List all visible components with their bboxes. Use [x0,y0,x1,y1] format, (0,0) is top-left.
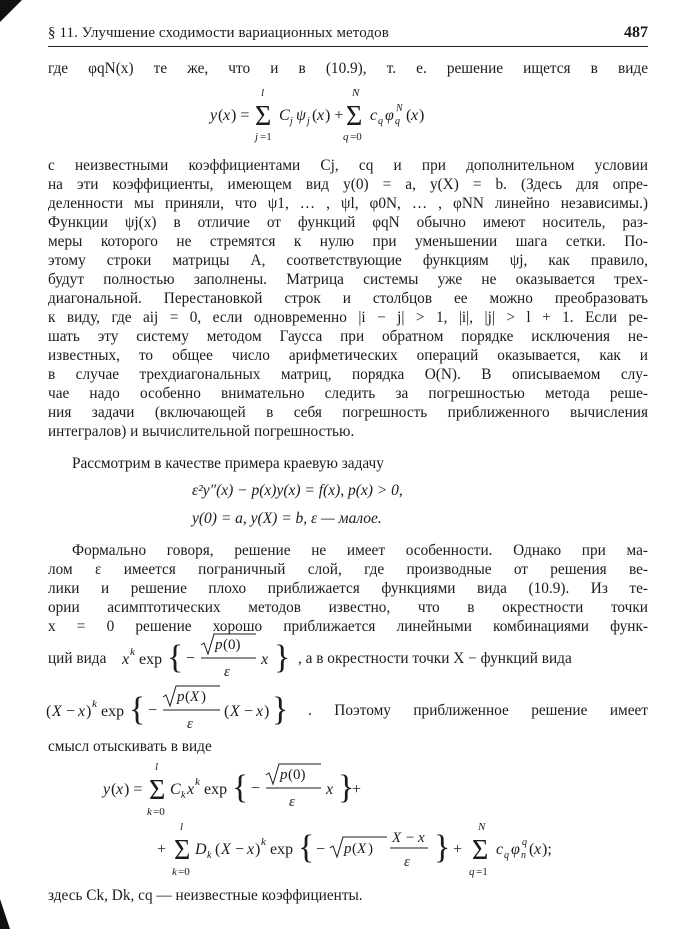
basis-right-formula [46,683,316,739]
text-line: будут полностью заполнены. Матрица системы уже не оказывается трех- [48,271,648,288]
text-line: шать эту систему методом Гаусса при обратном порядке исключения не- [48,328,648,345]
svg-text:q: q [395,116,400,127]
svg-text:x: x [418,830,425,846]
text-line: чае надо особенно внимательно следить за погрешностью метода реше- [48,385,648,402]
svg-text:−: − [406,830,415,846]
svg-text:Σ: Σ [174,835,191,866]
svg-text:x: x [187,781,195,798]
svg-text:x: x [78,703,86,720]
svg-text:exp: exp [270,841,294,858]
svg-text:−: − [251,780,261,797]
equation-1-formula [0,84,698,146]
scan-corner-mark-bottom [0,899,10,929]
equation-1 [0,84,698,146]
svg-text:) =: ) = [124,781,143,798]
svg-text:k: k [261,836,266,848]
svg-text:);: ); [542,841,552,858]
equation-3-formula [0,758,698,888]
svg-text:q: q [469,866,475,878]
svg-text:=1: =1 [260,131,272,143]
svg-text:−: − [235,841,245,858]
svg-text:x: x [411,107,419,124]
svg-text:}: } [274,639,291,676]
text-line: интегралов) и вычислительной погрешностью. [48,423,355,440]
text-line: Формально говоря, решение не имеет особенности. Однако при ма- [72,542,648,559]
svg-text:(: ( [218,107,224,124]
svg-text:q: q [378,116,383,127]
svg-text:y: y [210,107,218,124]
svg-text:=0: =0 [153,806,165,818]
svg-text:−: − [148,702,158,719]
svg-text:=1: =1 [476,866,488,878]
svg-text:(: ( [46,703,52,720]
text-line: на эти коэффициенты, имеющем вид y(0) = a, y(X) = b. (Здесь для опре- [48,176,648,193]
svg-text:=0: =0 [178,866,190,878]
svg-text:(: ( [529,841,535,858]
svg-text:p: p [344,841,352,857]
svg-text:p: p [215,637,223,653]
header-rule [48,46,648,47]
text-line: меры которого не стремятся к нулю при уменьшении шага сетки. По- [48,233,648,250]
svg-text:=0: =0 [350,131,362,143]
svg-text:): ) [419,107,425,124]
svg-text:l: l [155,761,159,773]
svg-text:k: k [92,698,97,710]
running-header [48,24,648,46]
svg-text:N: N [478,821,486,833]
svg-text:N: N [352,87,360,99]
svg-text:Σ: Σ [472,835,489,866]
svg-text:ε: ε [404,854,410,870]
text-line: к виду, где aij = 0, если одновременно |i − j| > 1, |i|, |j| > l + 1. Если ре- [48,309,648,326]
text-line: известных, то общее число арифметических операций оказывается, как и [48,347,648,364]
svg-text:C: C [279,107,290,124]
svg-text:X: X [52,703,62,720]
text-line: смысл отыскивать в виде [48,738,212,755]
svg-text:(0): (0) [288,767,306,783]
svg-text:{: { [129,691,146,728]
svg-text:X: X [392,830,402,846]
svg-text:{: { [232,769,249,806]
svg-text:): ) [201,689,206,705]
svg-text:+: + [352,781,362,798]
svg-text:k: k [195,776,200,788]
equation-2-line-1: ε²y″(x) − p(x)y(x) = f(x), p(x) > 0, [192,482,403,499]
scan-corner-mark [0,0,22,22]
svg-text:k: k [130,646,135,658]
svg-text:x: x [223,107,231,124]
svg-text:j: j [255,131,259,143]
text-line: этому строки матрицы A, соответствующие функциям ψj, как правило, [48,252,648,269]
svg-text:N: N [396,103,403,114]
svg-text:exp: exp [139,651,163,668]
svg-text:(: ( [406,107,412,124]
svg-text:−: − [244,703,254,720]
svg-text:x: x [326,781,334,798]
svg-text:ε: ε [224,664,230,680]
text-fragment: . Поэтому приближенное решение имеет [308,702,648,719]
svg-text:Σ: Σ [255,101,272,132]
basis-left-formula [122,630,292,686]
svg-text:(: ( [111,781,117,798]
svg-text:) +: ) + [325,107,344,124]
svg-text:(: ( [215,841,221,858]
svg-text:x: x [122,651,130,668]
svg-text:c: c [370,107,378,124]
svg-text:D: D [195,841,207,858]
svg-text:(: ( [224,703,230,720]
text-line: Рассмотрим в качестве примера краевую задачу [72,455,384,472]
svg-text:): ) [86,703,92,720]
page-number: 487 [624,24,648,41]
text-line: Функции ψj(x) в отличие от функций φqN обычно имеют носитель, раз- [48,214,648,231]
svg-text:exp: exp [101,703,125,720]
svg-text:q: q [504,850,509,861]
svg-text:ε: ε [289,794,295,810]
svg-text:p: p [177,689,185,705]
svg-text:X: X [221,841,231,858]
svg-text:x: x [116,781,124,798]
svg-text:φ: φ [511,841,520,858]
svg-text:X: X [357,841,367,857]
svg-text:X: X [190,689,200,705]
svg-text:k: k [181,790,186,801]
svg-text:ε: ε [187,716,193,732]
svg-text:k: k [147,806,152,818]
svg-text:−: − [316,841,326,858]
svg-text:(0): (0) [223,637,241,653]
text-line: ния задачи (включающей в себя погрешность приближенного вычисления [48,404,648,421]
svg-text:): ) [255,841,261,858]
svg-text:x: x [317,107,325,124]
text-fragment: ций вида [48,650,107,667]
svg-text:l: l [180,821,184,833]
svg-text:q: q [522,837,527,848]
svg-text:Σ: Σ [149,775,166,806]
equation-2-line-2: y(0) = a, y(X) = b, ε — малое. [192,510,382,527]
svg-text:y: y [103,781,111,798]
text-fragment: , а в окрестности точки X − функций вида [298,650,572,667]
text-line: ории асимптотических методов известно, что в окрестности точки [48,599,648,616]
svg-text:x: x [256,703,264,720]
svg-text:{: { [298,829,315,866]
svg-text:l: l [261,87,265,99]
text-line: диагональной. Перестановкой строк и столбцов ее можно преобразовать [48,290,648,307]
section-title: § 11. Улучшение сходимости вариационных методов [48,25,389,41]
text-line: здесь Ck, Dk, cq — неизвестные коэффициенты. [48,887,363,904]
svg-text:x: x [534,841,542,858]
svg-text:k: k [207,850,212,861]
svg-text:}: } [338,769,355,806]
svg-text:j: j [290,116,293,127]
svg-text:(: ( [352,841,357,857]
text-line: лом ε имеется пограничный слой, где производные от решения ве- [48,561,648,578]
svg-text:x: x [261,651,269,668]
text-line: x = 0 решение хорошо приближается линейными комбинациями функ- [48,618,648,635]
svg-text:}: } [272,691,289,728]
svg-text:exp: exp [204,781,228,798]
svg-text:): ) [368,841,373,857]
text-line: лики и решение плохо приближается функциями вида (10.9). Из те- [48,580,648,597]
svg-text:k: k [172,866,177,878]
text-line: с неизвестными коэффициентами Cj, cq и при дополнительном условии [48,157,648,174]
svg-text:j: j [307,116,310,127]
svg-text:(: ( [312,107,318,124]
text-line: в случае трехдиагональных матриц, порядка O(N). В описываемом слу- [48,366,648,383]
svg-text:φ: φ [385,107,394,124]
svg-text:+: + [453,841,463,858]
svg-text:(: ( [185,689,190,705]
svg-text:): ) [264,703,270,720]
svg-text:n: n [521,850,526,861]
intro-line: где φqN(x) те же, что и в (10.9), т. е. решение ищется в виде [48,60,648,77]
svg-text:−: − [186,650,196,667]
svg-text:C: C [170,781,181,798]
svg-text:{: { [167,639,184,676]
svg-text:p: p [280,767,288,783]
svg-text:ψ: ψ [296,107,306,124]
svg-text:q: q [343,131,349,143]
svg-text:Σ: Σ [346,101,363,132]
svg-text:c: c [496,841,504,858]
svg-text:−: − [66,703,76,720]
svg-text:) =: ) = [231,107,250,124]
svg-text:}: } [434,829,451,866]
svg-text:x: x [247,841,255,858]
svg-text:+: + [157,841,167,858]
svg-text:X: X [230,703,240,720]
text-line: деленности мы приняли, что ψ1, … , ψl, φ0N, … , φNN линейно независимы.) [48,195,648,212]
